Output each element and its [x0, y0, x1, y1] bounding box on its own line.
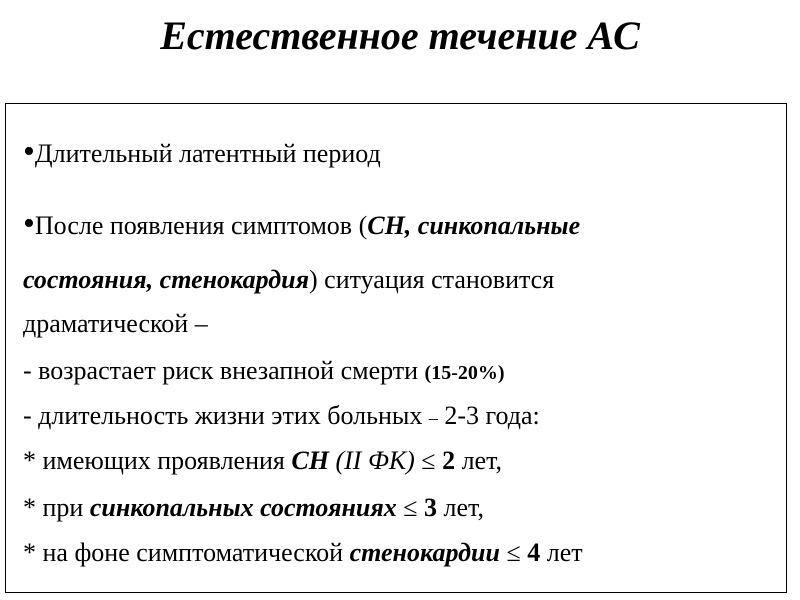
bullet-icon: • [23, 205, 35, 242]
angina-prefix: * на фоне симптоматической [23, 538, 350, 567]
syncope-sign: ≤ [396, 493, 425, 522]
syncope-emphasis: синкопальных состояниях [89, 493, 397, 522]
hf-emphasis: СН [291, 446, 329, 475]
hf-suffix: лет, [455, 446, 502, 475]
angina-emphasis: стенокардии [349, 538, 500, 567]
symptoms-emphasis: СН, синкопальные [367, 211, 581, 240]
dramatic-text: драматической – [23, 309, 208, 338]
hf-sign: ≤ [414, 446, 443, 475]
angina-number: 4 [527, 538, 541, 567]
sudden-death-text: - возрастает риск внезапной смерти [23, 356, 425, 385]
bullet-icon: • [23, 133, 35, 170]
symptoms-emphasis-cont: состояния, стенокардия [23, 265, 309, 294]
syncope-number: 3 [424, 493, 438, 522]
angina-sign: ≤ [499, 538, 528, 567]
angina-suffix: лет [540, 538, 583, 567]
latent-period-text: Длительный латентный период [34, 139, 381, 168]
sudden-death-risk-line [23, 355, 505, 389]
bullet-item-symptoms [23, 205, 581, 242]
bullet-item-latent-period [23, 133, 381, 170]
syncope-prefix: * при [23, 493, 90, 522]
life-duration-dash: – [428, 408, 438, 428]
hf-prefix: * имеющих проявления [23, 446, 292, 475]
hf-class: (II ФК) [328, 446, 415, 475]
life-duration-prefix: - длительность жизни этих больных [23, 401, 429, 430]
heart-failure-line [23, 445, 502, 477]
life-duration-suffix: 2-3 года: [437, 401, 540, 430]
syncope-line [23, 492, 484, 524]
situation-text: ) ситуация становится [309, 265, 555, 294]
symptoms-continuation [23, 264, 554, 296]
angina-line [23, 537, 583, 569]
symptoms-prefix: После появления симптомов ( [34, 211, 368, 240]
slide-title: Естественное течение АС [160, 13, 640, 58]
dramatic-line [23, 308, 208, 340]
syncope-suffix: лет, [437, 493, 484, 522]
hf-number: 2 [442, 446, 456, 475]
sudden-death-value: (15-20%) [424, 362, 505, 384]
life-duration-line [23, 400, 540, 434]
